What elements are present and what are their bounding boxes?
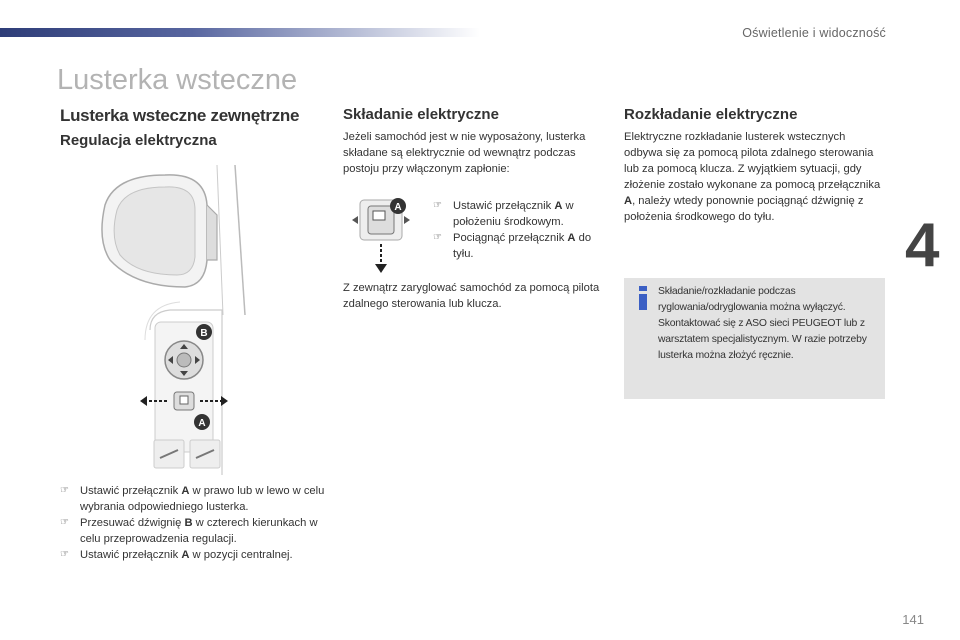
heading-electric-folding: Składanie elektryczne — [343, 106, 499, 123]
label-b: B — [200, 328, 208, 339]
folding-steps — [433, 198, 603, 262]
mirror-illustration — [95, 165, 255, 315]
list-item: ☞ Ustawić przełącznik A w prawo lub w lewo w celu wybrania odpowiedniego lusterka. — [60, 485, 325, 513]
label-a: A — [394, 202, 402, 213]
list-item: ☞ Przesuwać dźwignię B w czterech kierunkach w celu przeprowadzenia regulacji. — [60, 517, 318, 545]
heading-electric-unfolding: Rozkładanie elektryczne — [624, 106, 798, 123]
info-icon — [636, 286, 650, 310]
chapter-number: 4 — [905, 211, 940, 280]
pointing-finger-icon: ☞ — [60, 485, 69, 496]
header-bar — [0, 28, 480, 37]
list-item: ☞ Ustawić przełącznik A w położeniu środkowym. — [433, 200, 574, 228]
folding-outro: Z zewnątrz zaryglować samochód za pomocą pilota zdalnego sterowania lub klucza. — [343, 282, 600, 310]
heading-electric-adjustment: Regulacja elektryczna — [60, 132, 217, 149]
unfolding-text: Elektryczne rozkładanie lusterek wstecznych odbywa się za pomocą pilota zdalnego sterowania lub za pomocą klucza. Z wyjątkiem sytuacji, gdy złożenie zostało wykonane za pomocą przełącznika A, należy wtedy ponownie pociągnąć dźwignię z położenia środkowego do tyłu. — [624, 131, 881, 223]
pointing-finger-icon: ☞ — [60, 517, 69, 528]
info-text: Składanie/rozkładanie podczas ryglowania/odryglowania można wyłączyć. Skontaktować się z ASO sieci PEUGEOT lub z warsztatem specjalistycznym. W razie potrzeby lusterka można złożyć ręcznie. — [658, 286, 867, 361]
adjustment-steps — [60, 483, 325, 563]
pointing-finger-icon: ☞ — [60, 549, 69, 560]
page-number: 141 — [902, 612, 924, 627]
heading-exterior-mirrors: Lusterka wsteczne zewnętrzne — [60, 106, 300, 125]
folding-intro: Jeżeli samochód jest w nie wyposażony, lusterka składane są elektrycznie od wewnątrz podczas postoju przy włączonym zapłonie: — [343, 131, 586, 175]
door-control-panel — [140, 300, 250, 480]
label-a: A — [198, 418, 206, 429]
pointing-finger-icon: ☞ — [433, 200, 442, 211]
folding-switch-illustration — [350, 196, 412, 274]
page-title: Lusterka wsteczne — [57, 64, 298, 96]
list-item: ☞ Pociągnąć przełącznik A do tyłu. — [433, 232, 592, 260]
pointing-finger-icon: ☞ — [433, 232, 442, 243]
section-name: Oświetlenie i widoczność — [742, 26, 886, 40]
list-item: ☞ Ustawić przełącznik A w pozycji centralnej. — [60, 549, 293, 561]
info-box — [624, 278, 885, 399]
